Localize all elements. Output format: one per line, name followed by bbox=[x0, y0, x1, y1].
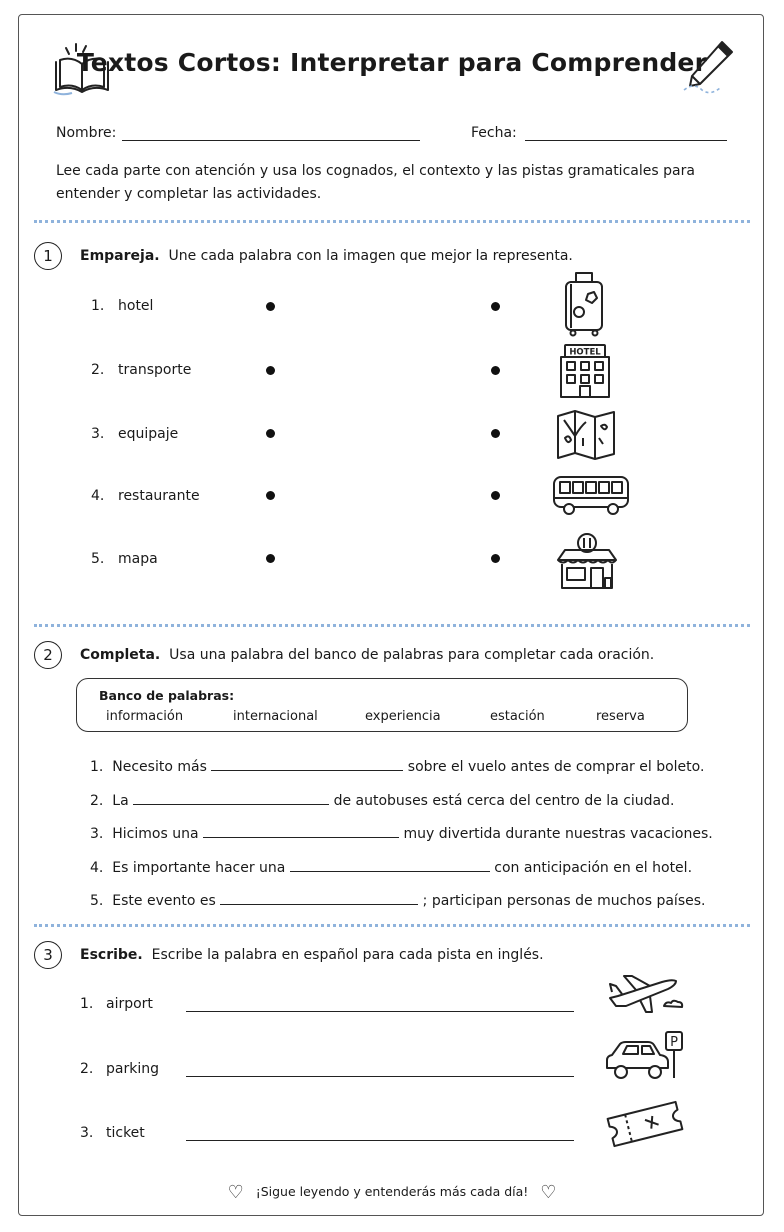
answer-line[interactable] bbox=[186, 1076, 574, 1077]
bank-word: estación bbox=[490, 709, 545, 724]
match-dot-left[interactable] bbox=[266, 554, 275, 563]
clue-ticket: ticket bbox=[106, 1125, 145, 1141]
match-word-restaurante: restaurante bbox=[118, 488, 200, 504]
bank-word: información bbox=[106, 709, 184, 724]
clue-airport: airport bbox=[106, 996, 153, 1012]
sentence-3: 3. Hicimos una muy divertida durante nuestras vacaciones. bbox=[90, 823, 713, 842]
map-icon bbox=[555, 408, 617, 462]
match-dot-right[interactable] bbox=[491, 429, 500, 438]
section-3-number: 3 bbox=[34, 941, 62, 969]
hotel-icon bbox=[557, 342, 613, 400]
match-item-number: 1. bbox=[91, 298, 105, 314]
pencil-icon bbox=[680, 38, 740, 98]
match-dot-left[interactable] bbox=[266, 302, 275, 311]
section-divider bbox=[34, 924, 750, 927]
bank-word: experiencia bbox=[365, 709, 441, 724]
match-word-mapa: mapa bbox=[118, 551, 158, 567]
luggage-icon bbox=[560, 270, 608, 336]
sentence-blank[interactable] bbox=[203, 823, 399, 838]
sentence-blank[interactable] bbox=[220, 890, 418, 905]
section-1-heading: Empareja. Une cada palabra con la imagen que mejor la representa. bbox=[80, 248, 573, 264]
match-dot-right[interactable] bbox=[491, 491, 500, 500]
bank-word: internacional bbox=[233, 709, 318, 724]
answer-line[interactable] bbox=[186, 1140, 574, 1141]
sentence-5: 5. Este evento es ; participan personas de muchos países. bbox=[90, 890, 705, 909]
name-label: Nombre: bbox=[56, 125, 117, 141]
clue-number: 2. bbox=[80, 1061, 94, 1077]
bank-word: reserva bbox=[596, 709, 645, 724]
car-parking-icon bbox=[604, 1030, 690, 1086]
restaurant-icon bbox=[553, 532, 621, 590]
sentence-1: 1. Necesito más sobre el vuelo antes de comprar el boleto. bbox=[90, 756, 704, 775]
match-dot-left[interactable] bbox=[266, 366, 275, 375]
match-item-number: 4. bbox=[91, 488, 105, 504]
sentence-4: 4. Es importante hacer una con anticipación en el hotel. bbox=[90, 857, 692, 876]
section-2-heading: Completa. Usa una palabra del banco de palabras para completar cada oración. bbox=[80, 647, 655, 663]
page-title: Textos Cortos: Interpretar para Comprender bbox=[76, 48, 708, 77]
sentence-blank[interactable] bbox=[133, 790, 329, 805]
section-3-heading: Escribe. Escribe la palabra en español para cada pista en inglés. bbox=[80, 947, 544, 963]
clue-number: 3. bbox=[80, 1125, 94, 1141]
match-item-number: 2. bbox=[91, 362, 105, 378]
heart-icon: ♡ bbox=[540, 1182, 557, 1203]
match-word-transporte: transporte bbox=[118, 362, 192, 378]
name-field[interactable] bbox=[122, 140, 420, 141]
match-dot-right[interactable] bbox=[491, 366, 500, 375]
sentence-2: 2. La de autobuses está cerca del centro de la ciudad. bbox=[90, 790, 674, 809]
hotel-sign-text: HOTEL bbox=[569, 347, 601, 358]
instructions: Lee cada parte con atención y usa los cognados, el contexto y las pistas gramaticales para entender y completar las actividades. bbox=[56, 163, 695, 202]
section-1-number: 1 bbox=[34, 242, 62, 270]
match-word-equipaje: equipaje bbox=[118, 426, 179, 442]
match-item-number: 3. bbox=[91, 426, 105, 442]
match-word-hotel: hotel bbox=[118, 298, 154, 314]
section-divider bbox=[34, 624, 750, 627]
footer bbox=[0, 1182, 784, 1203]
ticket-icon bbox=[604, 1096, 686, 1152]
answer-line[interactable] bbox=[186, 1011, 574, 1012]
clue-parking: parking bbox=[106, 1061, 159, 1077]
clue-number: 1. bbox=[80, 996, 94, 1012]
sentence-blank[interactable] bbox=[290, 857, 490, 872]
footer-text: ¡Sigue leyendo y entenderás más cada día! bbox=[255, 1184, 529, 1199]
match-item-number: 5. bbox=[91, 551, 105, 567]
match-dot-right[interactable] bbox=[491, 554, 500, 563]
bus-icon bbox=[551, 474, 631, 518]
match-dot-left[interactable] bbox=[266, 429, 275, 438]
sentence-blank[interactable] bbox=[211, 756, 403, 771]
parking-sign-text: P bbox=[670, 1035, 678, 1050]
section-divider bbox=[34, 220, 750, 223]
date-field[interactable] bbox=[525, 140, 727, 141]
heart-icon: ♡ bbox=[227, 1182, 244, 1203]
date-label: Fecha: bbox=[471, 125, 517, 141]
match-dot-left[interactable] bbox=[266, 491, 275, 500]
section-2-number: 2 bbox=[34, 641, 62, 669]
word-bank-title: Banco de palabras: bbox=[99, 688, 235, 703]
airplane-icon bbox=[606, 972, 686, 1016]
match-dot-right[interactable] bbox=[491, 302, 500, 311]
